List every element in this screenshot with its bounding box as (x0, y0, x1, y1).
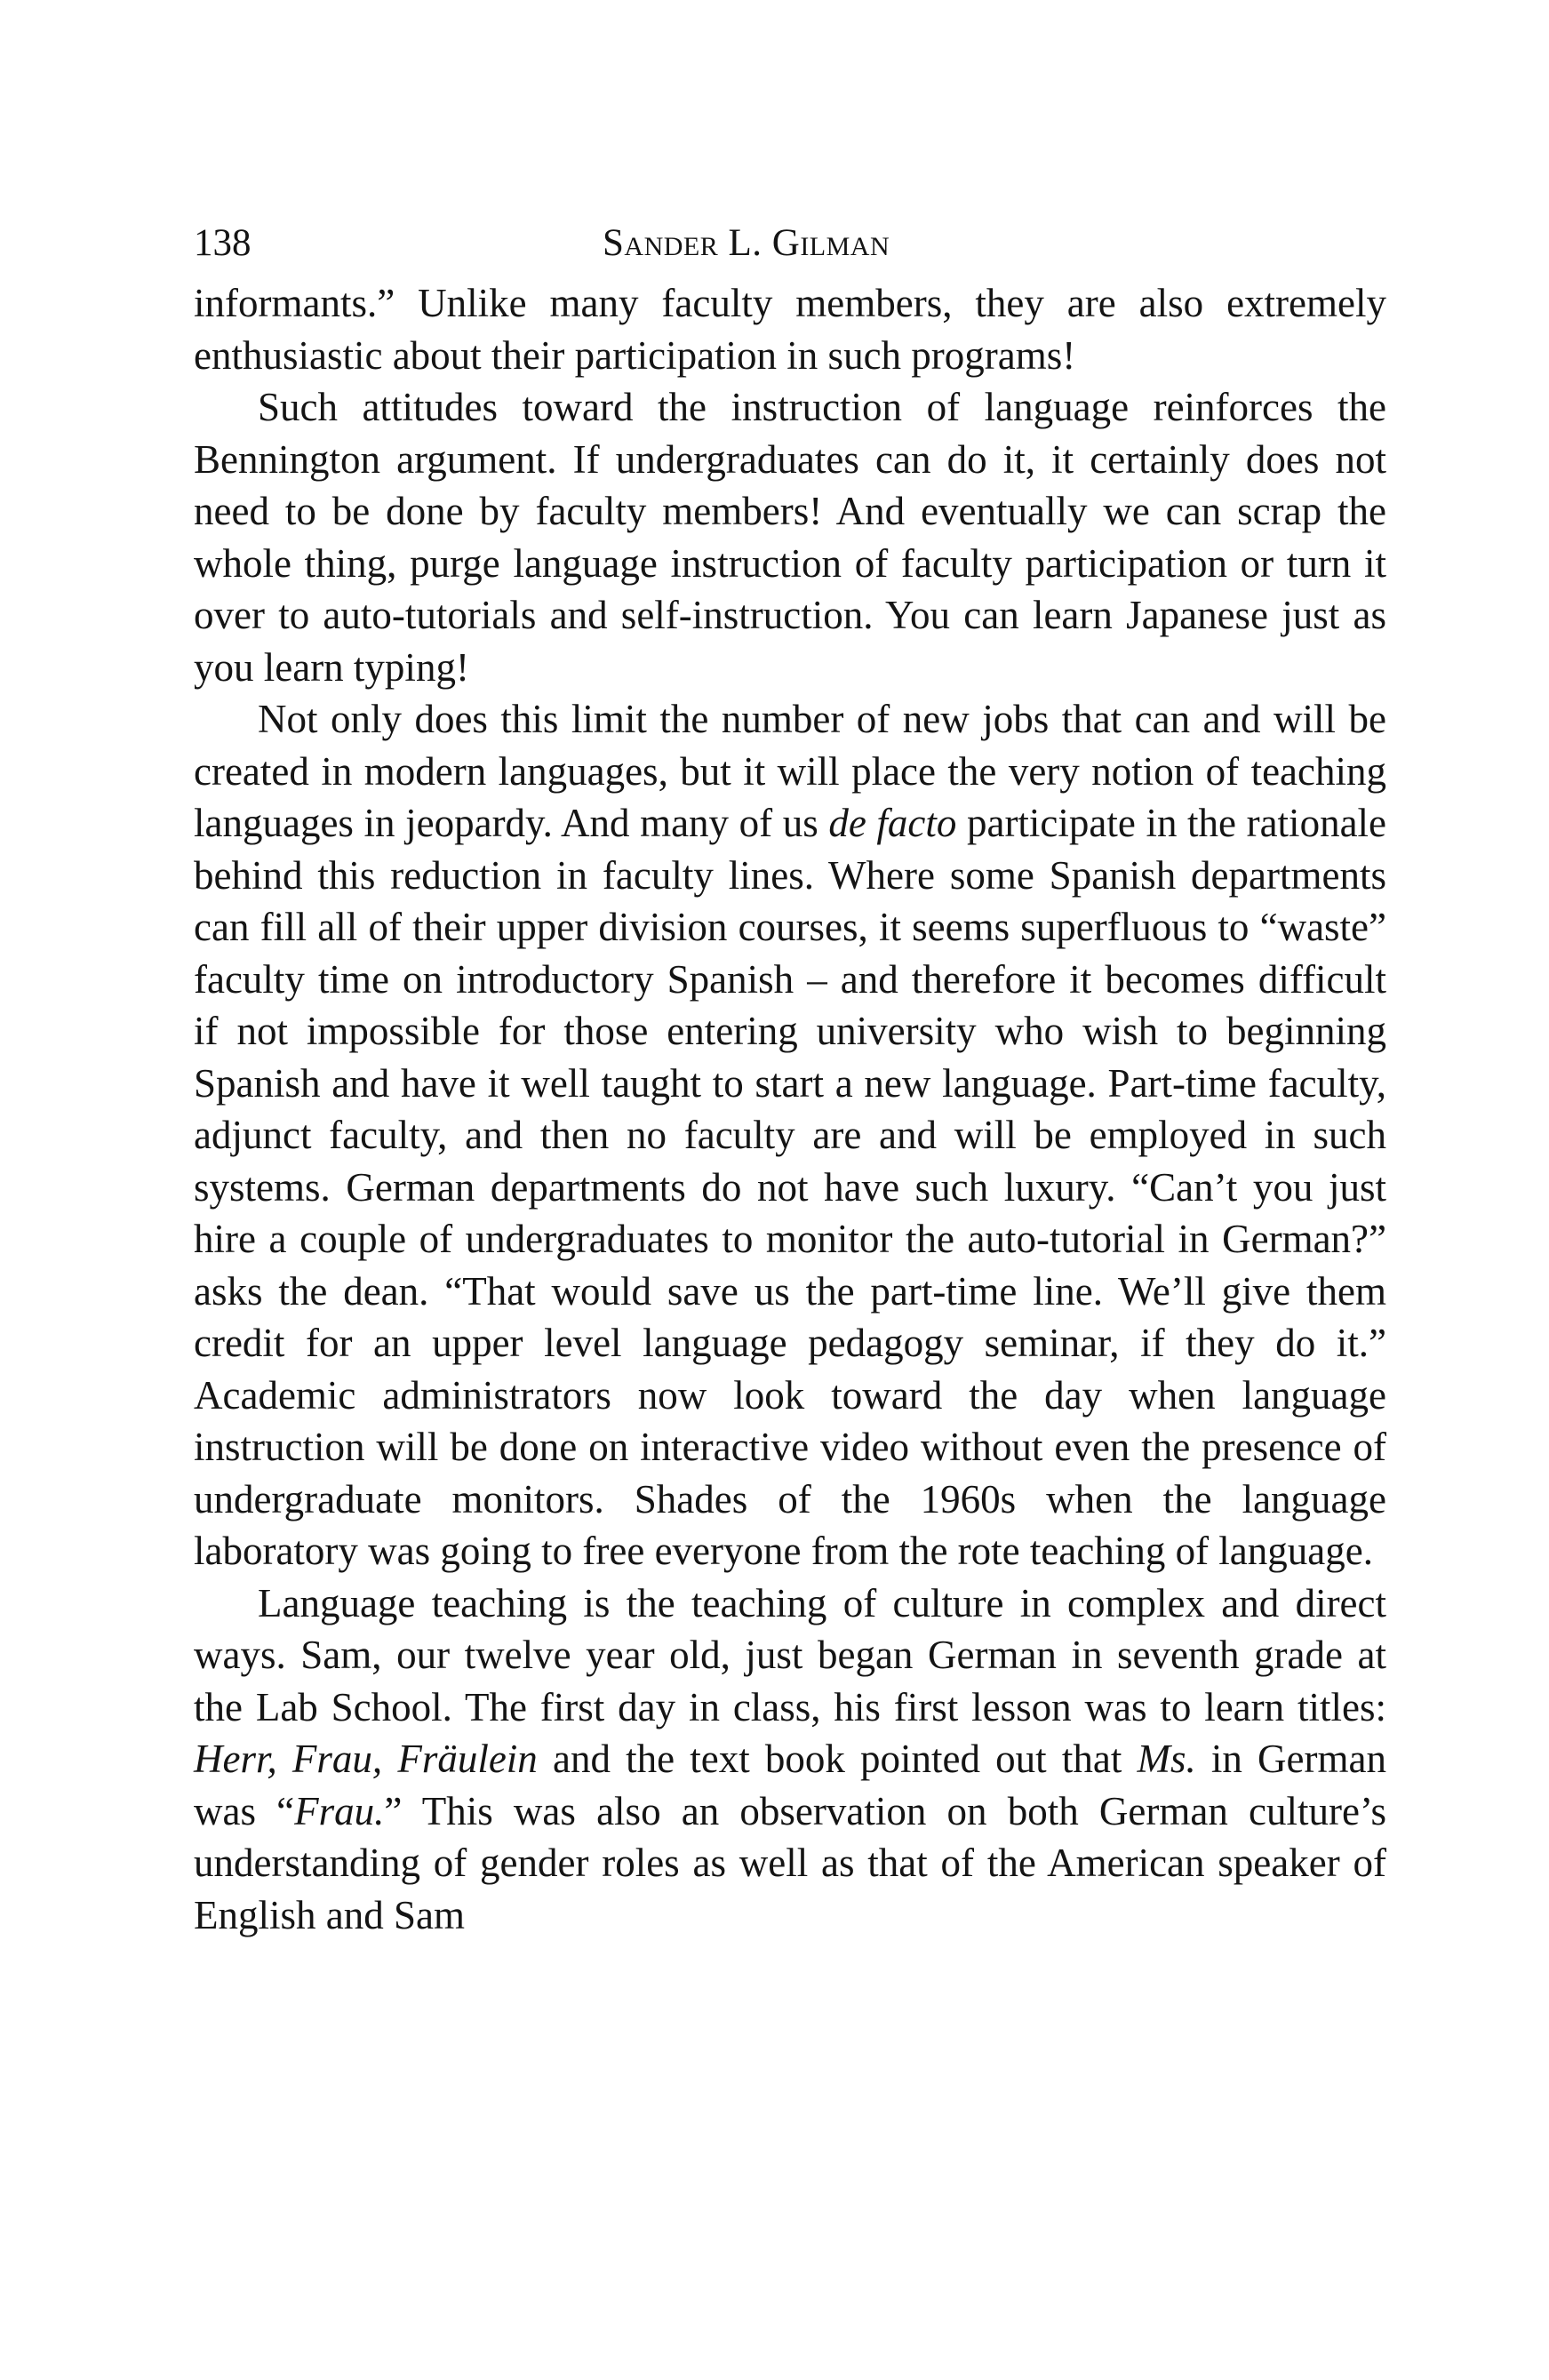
paragraph-3-text-a: Not only does this limit the number of new jobs that can and will be created in modern languages, but it will place the very notion of teaching languages in jeopardy. And many of us (194, 697, 1386, 845)
paragraph-3-italic-de-facto: de facto (828, 801, 957, 845)
paragraph-3 (194, 693, 1386, 1577)
paragraph-1 (194, 277, 1386, 381)
paragraph-4-text-c: in German was “ (194, 1737, 1386, 1833)
paragraph-1-text: informants.” Unlike many faculty members, they are also extremely enthusiastic about their participation in such programs! (194, 281, 1386, 378)
paragraph-2-text: Such attitudes toward the instruction of language reinforces the Bennington argument. If undergraduates can do it, it certainly does not need to be done by faculty members! And eventually we can scrap the whole thing, purge language instruction of faculty participation or turn it over to auto-tutorials and self-instruction. You can learn Japanese just as you learn typing! (194, 385, 1386, 690)
paragraph-4-text-d: ” This was also an observation on both German culture’s understanding of gender roles as well as that of the American speaker of English and Sam (194, 1788, 1386, 1937)
paragraph-4-italic-frau: Frau. (294, 1788, 385, 1833)
paragraph-3-text-b: participate in the rationale behind this reduction in faculty lines. Where some Spanish departments can fill all of their upper division courses, it seems superfluous to “waste” faculty time on introductory Spanish – and therefore it becomes difficult if not impossible for those entering university who wish to beginning Spanish and have it well taught to start a new language. Part-time faculty, adjunct faculty, and then no faculty are and will be employed in such systems. German departments do not have such luxury. “Can’t you just hire a couple of undergraduates to monitor the auto-tutorial in German?” asks the dean. “That would save us the part-time line. We’ll give them credit for an upper level language pedagogy seminar, if they do it.” Academic administrators now look toward the day when language instruction will be done on interactive video without even the presence of undergraduate monitors. Shades of the 1960s when the language laboratory was going to free everyone from the rote teaching of language. (194, 801, 1387, 1573)
body-text (194, 277, 1386, 1941)
paragraph-4-italic-ms: Ms. (1137, 1737, 1196, 1781)
paragraph-4 (194, 1577, 1386, 1942)
running-head (194, 217, 1386, 270)
paragraph-4-text-b: and the text book pointed out that (537, 1737, 1138, 1781)
paragraph-4-text-a: Language teaching is the teaching of culture in complex and direct ways. Sam, our twelve year old, just began German in seventh grade at the Lab School. The first day in class, his first lesson was to learn titles: (194, 1580, 1386, 1729)
paragraph-2 (194, 381, 1386, 693)
running-head-author: Sander L. Gilman (603, 222, 890, 264)
page-number: 138 (194, 222, 252, 264)
paragraph-4-italic-titles: Herr, Frau, Fräulein (194, 1737, 538, 1781)
